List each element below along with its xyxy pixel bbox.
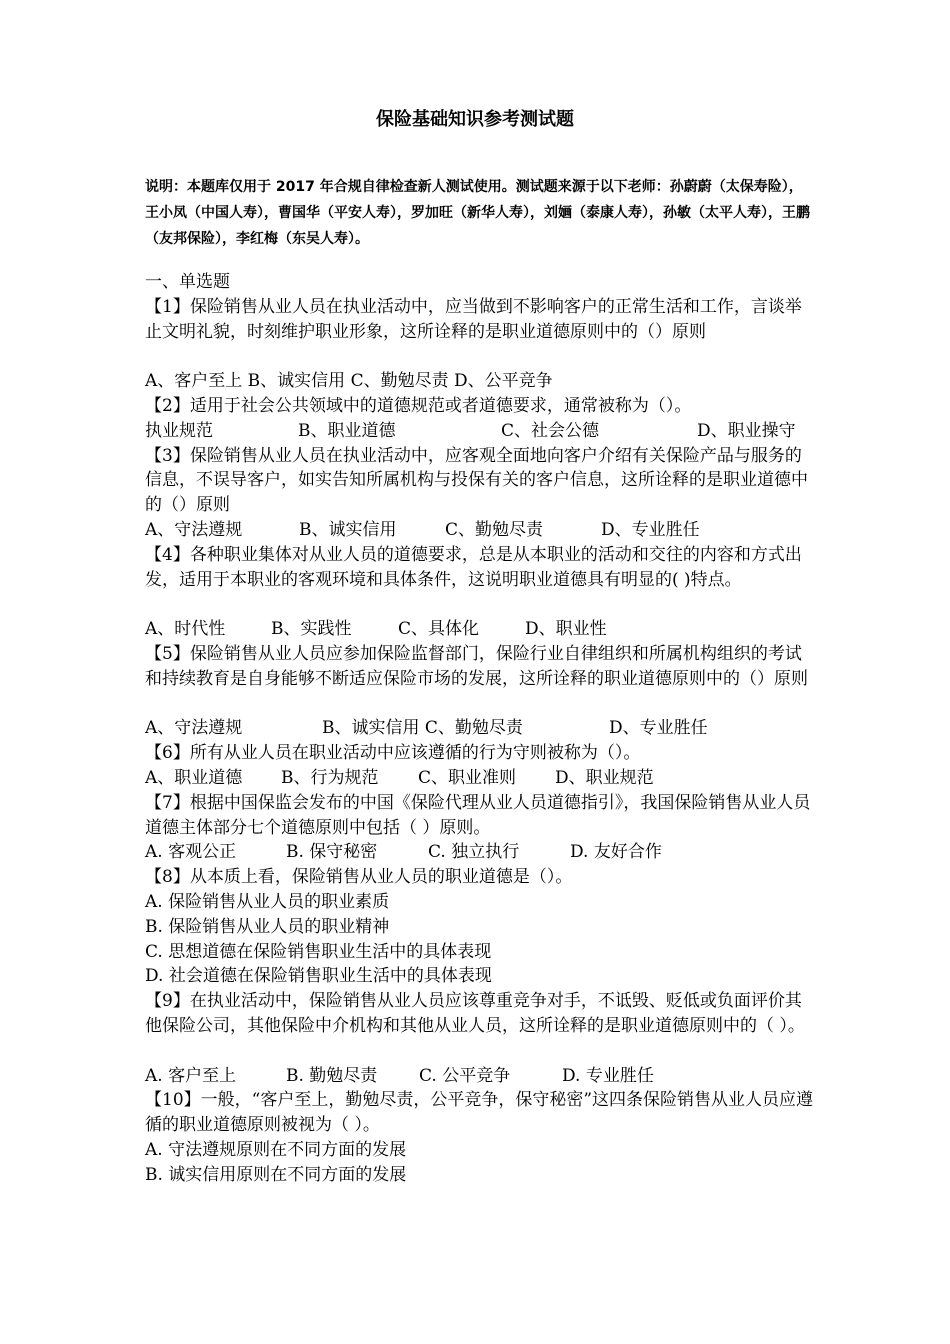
question-3-options: [145, 518, 815, 543]
question-9-option-d: D. 专业胜任: [562, 1065, 654, 1086]
question-4-option-b: B、实践性: [271, 619, 352, 640]
question-5-option-a: A、守法遵规: [145, 718, 243, 739]
question-2-option-b: B、职业道德: [298, 420, 396, 441]
question-8-option-b: B. 保险销售从业人员的职业精神: [145, 916, 390, 937]
question-7-option-c: C. 独立执行: [428, 842, 520, 863]
question-4-option-d: D、职业性: [525, 619, 607, 640]
question-7-text: 【7】根据中国保监会发布的中国《保险代理从业人员道德指引》，我国保险销售从业人员道德主体部分七个道德原则中包括（ ）原则。: [145, 792, 811, 838]
question-5-options: [145, 716, 815, 741]
question-4-text: 【4】各种职业集体对从业人员的道德要求，总是从本职业的活动和交往的内容和方式出发，适用于本职业的客观环境和具体条件，这说明职业道德具有明显的( )特点。: [145, 544, 802, 590]
question-3-text: 【3】保险销售从业人员在执业活动中，应客观全面地向客户介绍有关保险产品与服务的信息，不误导客户，如实告知所属机构与投保有关的客户信息，这所诠释的是职业道德中的（）原则: [145, 445, 808, 516]
question-4-option-c: C、具体化: [398, 619, 480, 640]
question-2-text: 【2】适用于社会公共领域中的道德规范或者道德要求，通常被称为（）。: [145, 395, 692, 416]
question-8-option-a: A. 保险销售从业人员的职业素质: [145, 891, 390, 912]
question-9-option-a: A. 客户至上: [145, 1065, 237, 1086]
question-1-text: 【1】保险销售从业人员在执业活动中，应当做到不影响客户的正常生活和工作，言谈举止文明礼貌，时刻维护职业形象，这所诠释的是职业道德原则中的（）原则: [145, 296, 802, 342]
question-4-options: [145, 617, 815, 642]
question-7-options: [145, 840, 815, 865]
question-9-text: 【9】在执业活动中，保险销售从业人员应该尊重竞争对手，不诋毁、贬低或负面评价其他保险公司，其他保险中介机构和其他从业人员，这所诠释的是职业道德原则中的（ ）。: [145, 991, 805, 1036]
document-note: 说明：本题库仅用于 2017 年合规自律检查新人测试使用。测试题来源于以下老师：孙蔚蔚（太保寿险），王小凤（中国人寿），曹国华（平安人寿），罗加旺（新华人寿），刘婳（泰康人寿），孙敏（太平人寿），王鹏（友邦保险），李红梅（东吴人寿）。: [145, 179, 810, 247]
question-3-option-a: A、守法遵规: [145, 519, 243, 540]
question-10-option-b: B. 诚实信用原则在不同方面的发展: [145, 1164, 407, 1185]
section-heading: 一、单选题: [145, 272, 230, 292]
question-3-option-d: D、专业胜任: [601, 519, 700, 540]
document-body: [145, 270, 815, 1187]
question-2-option-a: 执业规范: [145, 420, 213, 441]
document-title: 保险基础知识参考测试题: [376, 109, 574, 130]
question-3-option-c: C、勤勉尽责: [445, 519, 544, 540]
question-8-option-c: C. 思想道德在保险销售职业生活中的具体表现: [145, 941, 492, 962]
question-5-option-bc: B、诚实信用 C、勤勉尽责: [322, 718, 523, 739]
question-3-option-b: B、诚实信用: [299, 519, 397, 540]
question-6-text: 【6】所有从业人员在职业活动中应该遵循的行为守则被称为（）。: [145, 743, 641, 764]
question-6-option-a: A、职业道德: [145, 767, 243, 788]
question-2-options: [145, 419, 815, 444]
question-7-option-d: D. 友好合作: [570, 842, 662, 863]
question-6-option-c: C、职业准则: [418, 767, 517, 788]
question-7-option-a: A. 客观公正: [145, 842, 237, 863]
question-5-text: 【5】保险销售从业人员应参加保险监督部门，保险行业自律组织和所属机构组织的考试和持续教育是自身能够不断适应保险市场的发展，这所诠释的职业道德原则中的（）原则: [145, 643, 808, 689]
question-2-option-d: D、职业操守: [697, 420, 796, 441]
question-9-option-b: B. 勤勉尽责: [286, 1065, 378, 1086]
question-6-options: [145, 766, 815, 791]
question-8-text: 【8】从本质上看，保险销售从业人员的职业道德是（）。: [145, 867, 573, 888]
question-9-option-c: C. 公平竞争: [419, 1065, 511, 1086]
question-9-options: [145, 1064, 815, 1089]
question-8-option-d: D. 社会道德在保险销售职业生活中的具体表现: [145, 966, 492, 987]
question-10-option-a: A. 守法遵规原则在不同方面的发展: [145, 1139, 407, 1160]
question-10-text: 【10】一般，“客户至上，勤勉尽责，公平竞争，保守秘密”这四条保险销售从业人员应遵循的职业道德原则被视为（ ）。: [145, 1090, 814, 1136]
question-2-option-c: C、社会公德: [501, 420, 600, 441]
question-5-option-d: D、专业胜任: [609, 718, 708, 739]
question-6-option-b: B、行为规范: [281, 767, 379, 788]
question-1-options: A、客户至上 B、诚实信用 C、勤勉尽责 D、公平竞争: [145, 371, 553, 392]
question-6-option-d: D、职业规范: [555, 767, 654, 788]
question-7-option-b: B. 保守秘密: [286, 842, 378, 863]
question-4-option-a: A、时代性: [145, 619, 226, 640]
